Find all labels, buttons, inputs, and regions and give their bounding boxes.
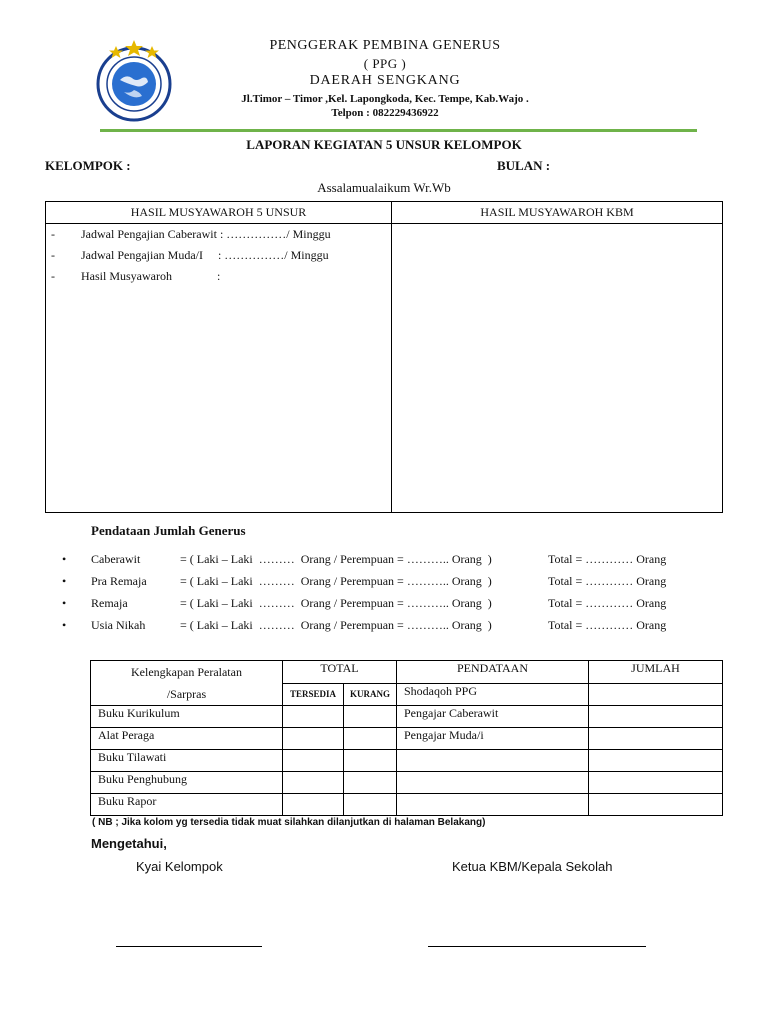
region-name: DAERAH SENGKANG <box>309 73 461 88</box>
address: Jl.Timor – Timor ,Kel. Lapongkoda, Kec. Tempe, Kab.Wajo . <box>241 93 529 105</box>
pendataan-cell <box>397 750 589 772</box>
kurang-cell[interactable] <box>344 706 397 728</box>
list-item: - Hasil Musyawaroh : <box>51 269 221 283</box>
item-cell: Buku Rapor <box>91 794 283 816</box>
table-row <box>91 706 723 728</box>
pendataan-cell <box>397 772 589 794</box>
table-row <box>91 794 723 816</box>
report-title: LAPORAN KEGIATAN 5 UNSUR KELOMPOK <box>246 137 522 152</box>
kyai-kelompok-label: Kyai Kelompok <box>136 859 223 874</box>
org-name: PENGGERAK PEMBINA GENERUS <box>269 38 501 53</box>
org-abbr: ( PPG ) <box>363 56 407 71</box>
generus-row: • Usia Nikah = ( Laki – Laki ……… Orang / Perempuan = ……….. Orang ) Total = ………… Orang <box>62 618 667 632</box>
pendataan-cell: Pengajar Caberawit <box>397 706 589 728</box>
hasil-list <box>46 225 391 288</box>
item-cell: Alat Peraga <box>91 728 283 750</box>
nb-note: ( NB ; Jika kolom yg tersedia tidak muat silahkan dilanjutkan di halaman Belakang) <box>92 817 486 828</box>
jumlah-cell[interactable] <box>589 750 723 772</box>
header-divider <box>100 129 697 132</box>
col-header-kbm: HASIL MUSYAWAROH KBM <box>392 202 723 224</box>
kurang-cell[interactable] <box>344 750 397 772</box>
jumlah-cell[interactable] <box>589 683 723 706</box>
jumlah-header: JUMLAH <box>589 661 723 684</box>
signature-line-right <box>428 946 646 947</box>
kelengkapan-header: Kelengkapan Peralatan /Sarpras <box>91 661 283 706</box>
tersedia-cell[interactable] <box>283 750 344 772</box>
kurang-cell[interactable] <box>344 728 397 750</box>
list-item: - Jadwal Pengajian Muda/I : ……………/ Minggu <box>51 248 329 262</box>
jumlah-cell[interactable] <box>589 794 723 816</box>
kelompok-label: KELOMPOK : <box>45 158 131 173</box>
tersedia-header: TERSEDIA <box>283 683 344 706</box>
musyawaroh-table <box>45 201 723 513</box>
list-item: - Jadwal Pengajian Caberawit : ……………/ Minggu <box>51 227 331 241</box>
pendataan-cell: Pengajar Muda/i <box>397 728 589 750</box>
tersedia-cell[interactable] <box>283 706 344 728</box>
phone: Telpon : 082229436922 <box>331 107 439 119</box>
tersedia-cell[interactable] <box>283 772 344 794</box>
pendataan-title: Pendataan Jumlah Generus <box>91 523 246 538</box>
total-header: TOTAL <box>283 661 397 684</box>
hasil-kbm-cell[interactable] <box>392 224 723 513</box>
ketua-kbm-label: Ketua KBM/Kepala Sekolah <box>452 859 613 874</box>
item-cell: Buku Tilawati <box>91 750 283 772</box>
equipment-table <box>90 660 723 816</box>
tersedia-cell[interactable] <box>283 728 344 750</box>
pendataan-header: PENDATAAN <box>397 661 589 684</box>
kurang-header: KURANG <box>344 683 397 706</box>
jumlah-cell[interactable] <box>589 728 723 750</box>
pendataan-cell <box>397 794 589 816</box>
mengetahui-label: Mengetahui, <box>91 836 167 851</box>
jumlah-cell[interactable] <box>589 772 723 794</box>
ppg-logo <box>92 38 176 122</box>
pendataan-cell: Shodaqoh PPG <box>397 683 589 706</box>
greeting: Assalamualaikum Wr.Wb <box>317 180 451 195</box>
table-row <box>91 728 723 750</box>
generus-row: • Pra Remaja = ( Laki – Laki ……… Orang / Perempuan = ……….. Orang ) Total = ………… Orang <box>62 574 667 588</box>
item-cell: Buku Kurikulum <box>91 706 283 728</box>
kurang-cell[interactable] <box>344 772 397 794</box>
col-header-5-unsur: HASIL MUSYAWAROH 5 UNSUR <box>46 202 392 224</box>
generus-row: • Remaja = ( Laki – Laki ……… Orang / Perempuan = ……….. Orang ) Total = ………… Orang <box>62 596 667 610</box>
bulan-label: BULAN : <box>497 158 551 173</box>
table-row <box>91 772 723 794</box>
generus-row: • Caberawit = ( Laki – Laki ……… Orang / Perempuan = ……….. Orang ) Total = ………… Orang <box>62 552 667 566</box>
hasil-5-unsur-cell[interactable] <box>46 224 392 513</box>
signature-line-left <box>116 946 262 947</box>
item-cell: Buku Penghubung <box>91 772 283 794</box>
jumlah-cell[interactable] <box>589 706 723 728</box>
table-row <box>91 750 723 772</box>
tersedia-cell[interactable] <box>283 794 344 816</box>
kurang-cell[interactable] <box>344 794 397 816</box>
